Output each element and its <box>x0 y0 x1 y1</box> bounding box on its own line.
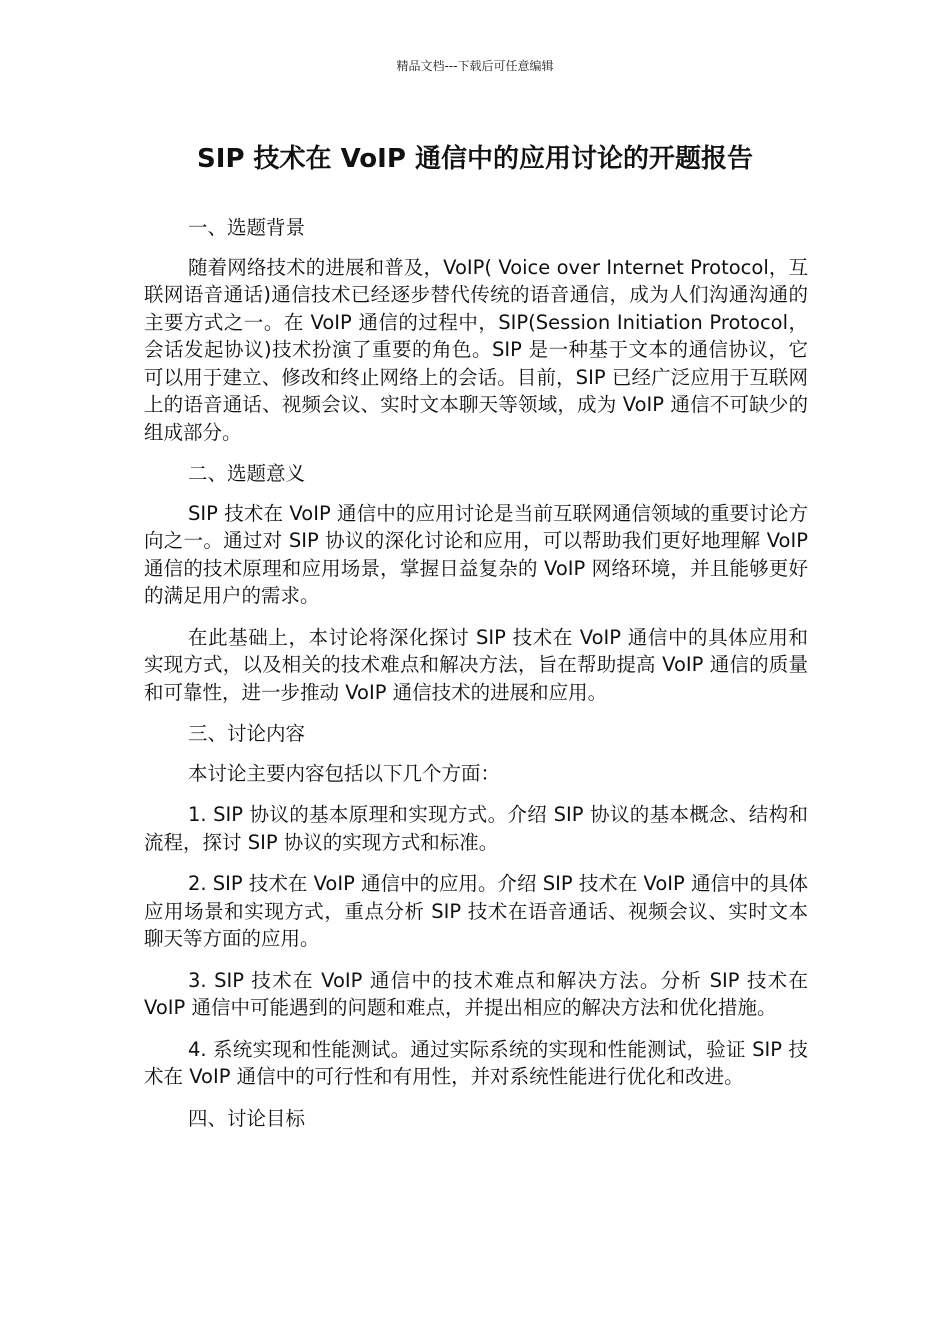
paragraph-significance-1: SIP 技术在 VoIP 通信中的应用讨论是当前互联网通信领域的重要讨论方向之一。通过对 SIP 协议的深化讨论和应用，可以帮助我们更好地理解 VoIP 通信的技术原理和应用场景，掌握日益复杂的 VoIP 网络环境，并且能够更好的满足用户的需求。 <box>144 501 808 607</box>
header-note: 精品文档---下载后可任意编辑 <box>396 59 554 73</box>
paragraph-background: 随着网络技术的进展和普及，VoIP( Voice over Internet Protocol，互联网语音通话)通信技术已经逐步替代传统的语音通信，成为人们沟通沟通的主要方式之一。在 VoIP 通信的过程中，SIP(Session Initiation Protocol，会话发起协议)技术扮演了重要的角色。SIP 是一种基于文本的通信协议，它可以用于建立、修改和终止网络上的会话。目前，SIP 已经广泛应用于互联网上的语音通话、视频会议、实时文本聊天等领域，成为 VoIP 通信不可缺少的组成部分。 <box>144 255 808 444</box>
paragraph-significance-2: 在此基础上，本讨论将深化探讨 SIP 技术在 VoIP 通信中的具体应用和实现方式，以及相关的技术难点和解决方法，旨在帮助提高 VoIP 通信的质量和可靠性，进一步推动 VoIP 通信技术的进展和应用。 <box>144 625 808 704</box>
section-heading-significance: 二、选题意义 <box>188 462 306 485</box>
section-heading-background: 一、选题背景 <box>188 216 306 239</box>
list-item-content-4: 4. 系统实现和性能测试。通过实际系统的实现和性能测试，验证 SIP 技术在 VoIP 通信中的可行性和有用性，并对系统性能进行优化和改进。 <box>144 1037 808 1088</box>
section-heading-content: 三、讨论内容 <box>188 722 306 745</box>
document-title: SIP 技术在 VoIP 通信中的应用讨论的开题报告 <box>197 144 753 174</box>
paragraph-content-intro: 本讨论主要内容包括以下几个方面： <box>188 761 501 785</box>
list-item-content-1: 1. SIP 协议的基本原理和实现方式。介绍 SIP 协议的基本概念、结构和流程，探讨 SIP 协议的实现方式和标准。 <box>144 803 808 854</box>
document-body <box>144 214 808 1144</box>
list-item-content-2: 2. SIP 技术在 VoIP 通信中的应用。介绍 SIP 技术在 VoIP 通信中的具体应用场景和实现方式，重点分析 SIP 技术在语音通话、视频会议、实时文本聊天等方面的应用。 <box>144 872 809 950</box>
list-item-content-3: 3. SIP 技术在 VoIP 通信中的技术难点和解决方法。分析 SIP 技术在 VoIP 通信中可能遇到的问题和难点，并提出相应的解决方法和优化措施。 <box>144 968 808 1019</box>
section-heading-goals: 四、讨论目标 <box>188 1106 306 1130</box>
